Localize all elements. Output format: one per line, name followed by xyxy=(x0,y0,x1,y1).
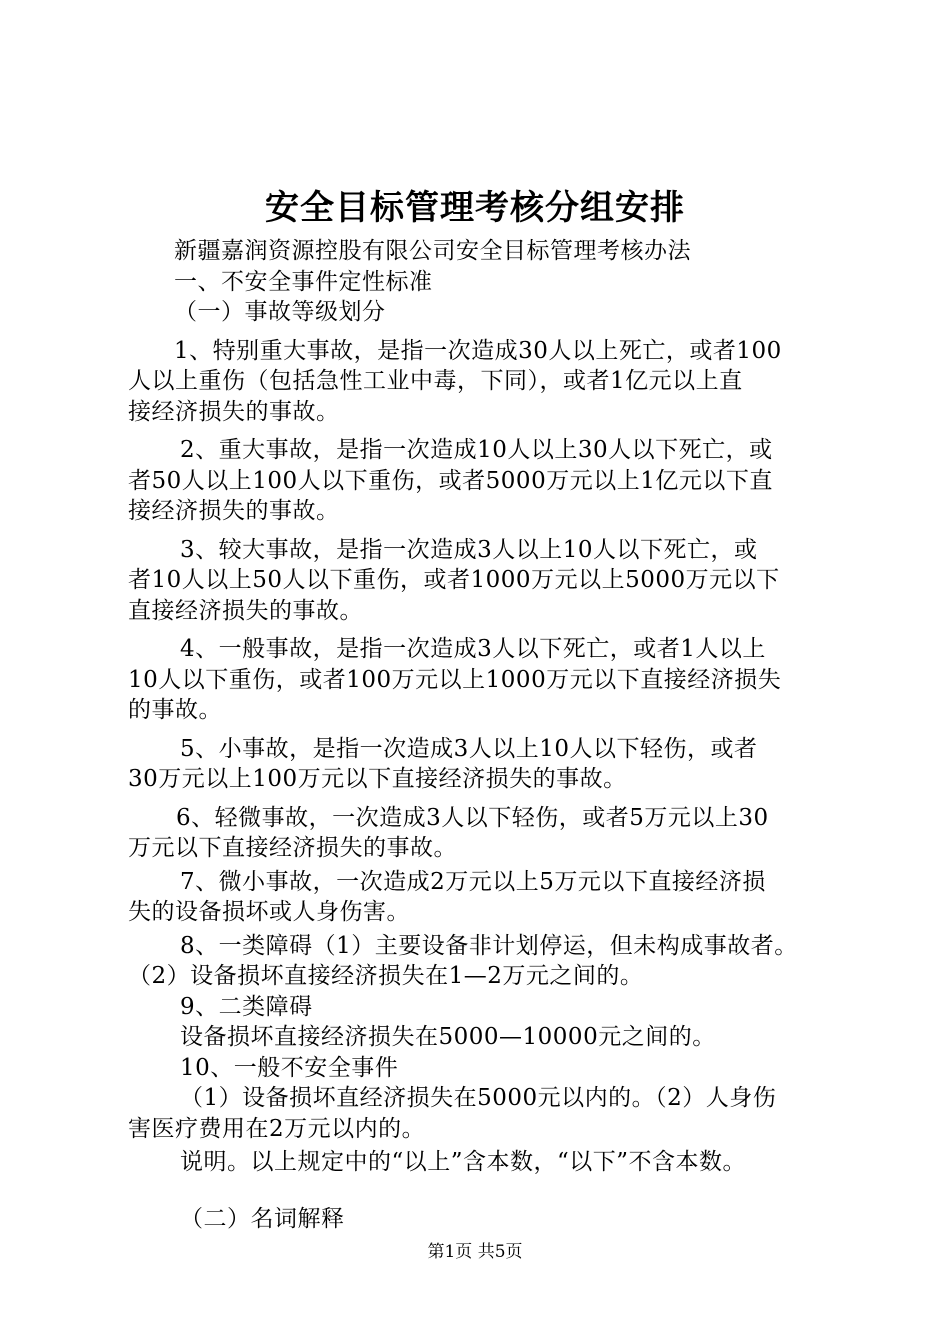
paragraph-line: 害医疗费用在2万元以内的。 xyxy=(128,1115,426,1142)
paragraph-line: 6、轻微事故，一次造成3人以下轻伤，或者5万元以上30 xyxy=(176,804,769,831)
section-heading: 一、不安全事件定性标准 xyxy=(174,268,433,295)
paragraph-line: 直接经济损失的事故。 xyxy=(128,597,363,624)
paragraph-line: 7、微小事故，一次造成2万元以上5万元以下直接经济损 xyxy=(180,868,766,895)
paragraph-line: 9、二类障碍 xyxy=(180,993,313,1020)
paragraph-line: 接经济损失的事故。 xyxy=(128,398,340,425)
paragraph-line: 1、特别重大事故，是指一次造成30人以上死亡，或者100 xyxy=(174,337,782,364)
subsection-heading: （一）事故等级划分 xyxy=(174,299,386,325)
paragraph-line: 失的设备损坏或人身伤害。 xyxy=(128,899,410,925)
paragraph-line: （1）设备损坏直经济损失在5000元以内的。（2）人身伤 xyxy=(180,1085,777,1111)
paragraph-line: 8、一类障碍（1）主要设备非计划停运，但未构成事故者。 xyxy=(180,932,798,959)
paragraph-line: 30万元以上100万元以下直接经济损失的事故。 xyxy=(128,766,627,792)
subtitle-line: 新疆嘉润资源控股有限公司安全目标管理考核办法 xyxy=(174,238,691,264)
page-footer: 第1页 共5页 xyxy=(427,1242,523,1262)
paragraph-line: 接经济损失的事故。 xyxy=(128,498,340,524)
document-body xyxy=(128,236,843,1234)
note-line: 说明。以上规定中的“以上”含本数，“以下”不含本数。 xyxy=(180,1149,747,1175)
paragraph-line: 4、一般事故，是指一次造成3人以下死亡，或者1人以上 xyxy=(180,636,766,662)
paragraph-line: 万元以下直接经济损失的事故。 xyxy=(128,835,457,861)
paragraph-line: 10人以下重伤，或者100万元以上1000万元以下直接经济损失 xyxy=(128,666,782,693)
paragraph-line: 5、小事故，是指一次造成3人以上10人以下轻伤，或者 xyxy=(180,735,758,762)
paragraph-line: （2）设备损坏直接经济损失在1—2万元之间的。 xyxy=(128,963,644,989)
paragraph-line: 设备损坏直接经济损失在5000—10000元之间的。 xyxy=(180,1024,716,1050)
subsection-heading: （二）名词解释 xyxy=(180,1205,345,1232)
paragraph-line: 的事故。 xyxy=(128,697,222,723)
paragraph-line: 10、一般不安全事件 xyxy=(180,1054,399,1081)
paragraph-line: 2、重大事故，是指一次造成10人以上30人以下死亡，或 xyxy=(180,437,773,463)
paragraph-line: 者10人以上50人以下重伤，或者1000万元以上5000万元以下 xyxy=(128,567,780,593)
paragraph-line: 者50人以上100人以下重伤，或者5000万元以上1亿元以下直 xyxy=(128,467,773,494)
paragraph-line: 人以上重伤（包括急性工业中毒，下同），或者1亿元以上直 xyxy=(128,368,743,394)
paragraph-line: 3、较大事故，是指一次造成3人以上10人以下死亡，或 xyxy=(180,536,758,563)
document-title: 安全目标管理考核分组安排 xyxy=(265,188,685,228)
